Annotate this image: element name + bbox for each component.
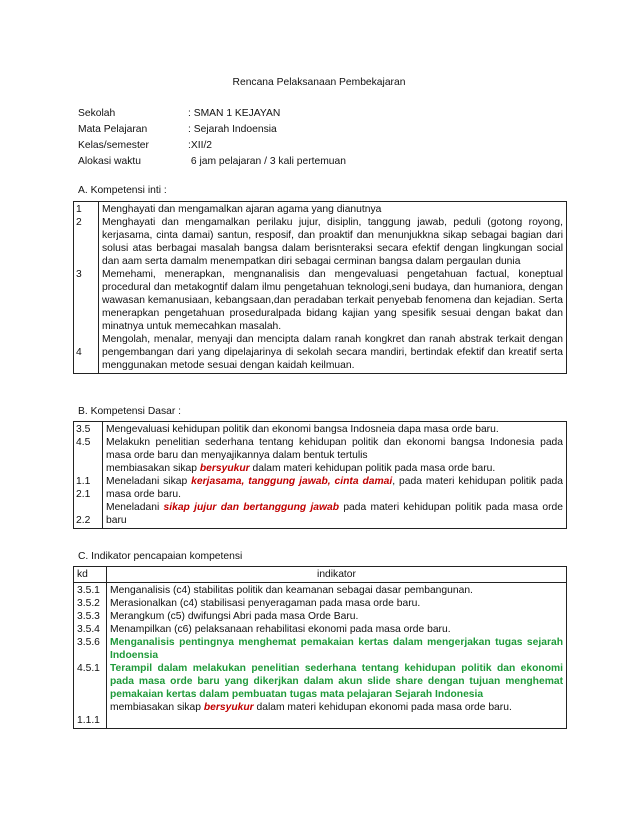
indicator-items (107, 583, 567, 729)
table-row (74, 422, 567, 529)
indicator-item (110, 701, 563, 714)
ki-num: 2 (76, 217, 82, 228)
ki-num: 1 (76, 204, 82, 215)
ki-item: Memehami, menerapkan, mengnanalisis dan mengevaluasi pengetahuan factual, koneptual procedural dan metakogntif dalam ilmu pengetahuan teknologi,seni budaya, dan humaniora, dengan wawasan kemanusiaan, kebangsaan,dan peradaban terkait penyebab fenomena dan kejadian. Serta menerapkan pengetahuan proseduralpada bidang kajian yang spesifik sesuai dengan bakat dan minatnya untuk memecahkan masalah. (102, 269, 563, 332)
indicator-num: 3.5.6 (77, 637, 100, 648)
indicator-item-highlight: Terampil dalam melakukan penelitian sederhana tentang kehidupan politik dan ekonomi pada masa orde baru yang dikerjkan dalam akun slide share dengan tujuan menghemat pemakaian kertas dalam pembuatan tugas mata pelajaran Sejarah Indonesia (110, 663, 563, 700)
kd-num: 3.5 (76, 424, 91, 435)
kd-item-emphasis: bersyukur (199, 463, 250, 474)
kd-num: 2.2 (76, 515, 91, 526)
table-header-row (74, 567, 567, 583)
ki-num: 3 (76, 269, 82, 280)
indicator-item: Menganalisis (c4) stabilitas politik dan keamanan sebagai dasar pembangunan. (110, 585, 473, 596)
ki-numbers (74, 202, 99, 374)
kd-heading: B. Kompetensi Dasar : (78, 406, 182, 417)
kd-item-text: Meneladani sikap (106, 476, 192, 487)
document-title: Rencana Pelaksanaan Pembekajaran (232, 77, 406, 88)
ki-heading: A. Kompetensi inti : (78, 185, 167, 196)
kd-item-text: pada materi kehidupan politik pada masa orde baru (106, 502, 563, 526)
kd-table (73, 421, 567, 529)
kd-item (106, 475, 563, 501)
indicator-item: Merasionalkan (c4) stabilisasi penyeragaman pada masa orde baru. (110, 598, 421, 609)
info-row (78, 139, 346, 155)
indicator-num: 4.5.1 (77, 663, 100, 674)
kd-item (106, 462, 563, 475)
indicator-num: 3.5.3 (77, 611, 100, 622)
kd-item: Melakukn penelitian sederhana tentang kehidupan politik dan ekonomi bangsa Indonesia pada masa orde baru dan menyajikannya dalam bentuk tertulis (106, 437, 563, 461)
indicator-item-text: dalam materi kehidupan ekonomi pada masa orde baru. (253, 702, 512, 713)
info-value: 6 jam pelajaran / 3 kali pertemuan (188, 156, 346, 167)
kd-item-emphasis: kerjasama, tanggung jawab, cinta damai (191, 476, 393, 487)
indicator-item-highlight: Menganalisis pentingnya menghemat pemakaian kertas dalam mengerjakan tugas sejarah Indoensia (110, 637, 563, 661)
column-header-kd: kd (74, 567, 107, 583)
indicator-num: 3.5.1 (77, 585, 100, 596)
ki-item: Mengolah, menalar, menyaji dan mencipta dalam ranah kongkret dan ranah abstrak terkait dengan pengembangan dari yang dipelajarinya di sekolah secara mandiri, bertindak efektif dan kreatif serta menggunakan metode sesuai dengan kaidah keilmuan. (102, 334, 563, 371)
identity-block (78, 107, 346, 171)
kd-items (103, 422, 567, 529)
info-row (78, 155, 346, 171)
info-value: : SMAN 1 KEJAYAN (188, 108, 281, 119)
indicator-item: Menampilkan (c6) pelaksanaan rehabilitasi ekonomi pada masa orde baru. (110, 624, 451, 635)
ki-table (73, 201, 567, 374)
indicator-table (73, 566, 567, 729)
ki-items (99, 202, 567, 374)
indicator-heading: C. Indikator pencapaian kompetensi (78, 551, 243, 562)
info-label: Alokasi waktu (78, 156, 141, 167)
kd-item-text: dalam materi kehidupan politik pada masa orde baru. (249, 463, 496, 474)
kd-item-text: Meneladani (106, 502, 164, 513)
indicator-item-emphasis: bersyukur (203, 702, 254, 713)
kd-item: Mengevaluasi kehidupan politik dan ekonomi bangsa Indosneia dapa masa orde baru. (106, 424, 499, 435)
column-header-indikator: indikator (107, 567, 567, 583)
kd-numbers (74, 422, 103, 529)
info-label: Mata Pelajaran (78, 124, 148, 135)
table-row (74, 583, 567, 729)
indicator-item: Merangkum (c5) dwifungsi Abri pada masa Orde Baru. (110, 611, 359, 622)
ki-item: Menghayati dan mengamalkan perilaku jujur, disiplin, tanggung jawab, peduli (gotong royong, kerjasama, cinta damai) santun, resposif, dan proaktif dan menunjukkna sikap sebagai bagian dari solusi atas berbagai masalah bangsa dalam berisnteraksi secara efektif dengan lingkungan social dan aam serta damalm menempatkan diri sebagai cerminan bangsa dalam pergaulan dunia (102, 217, 563, 267)
indicator-item-text: membiasakan sikap (110, 702, 204, 713)
kd-num: 2.1 (76, 489, 91, 500)
ki-num: 4 (76, 347, 82, 358)
kd-item-emphasis: sikap jujur dan bertanggung jawab (163, 502, 340, 513)
info-label: Sekolah (78, 108, 116, 119)
kd-num: 4.5 (76, 437, 91, 448)
kd-item-text: , pada materi kehidupan politik pada masa orde baru. (106, 476, 564, 500)
info-label: Kelas/semester (78, 140, 149, 151)
info-value: :XII/2 (188, 140, 213, 151)
info-value: : Sejarah Indoensia (188, 124, 277, 135)
indicator-num: 3.5.4 (77, 624, 100, 635)
indicator-num: 3.5.2 (77, 598, 100, 609)
info-row (78, 123, 346, 139)
indicator-numbers (74, 583, 107, 729)
kd-item (106, 501, 563, 527)
info-row (78, 107, 346, 123)
kd-num: 1.1 (76, 476, 91, 487)
indicator-num: 1.1.1 (77, 715, 100, 726)
ki-item: Menghayati dan mengamalkan ajaran agama yang dianutnya (102, 204, 382, 215)
table-row (74, 202, 567, 374)
kd-item-text: membiasakan sikap (106, 463, 200, 474)
